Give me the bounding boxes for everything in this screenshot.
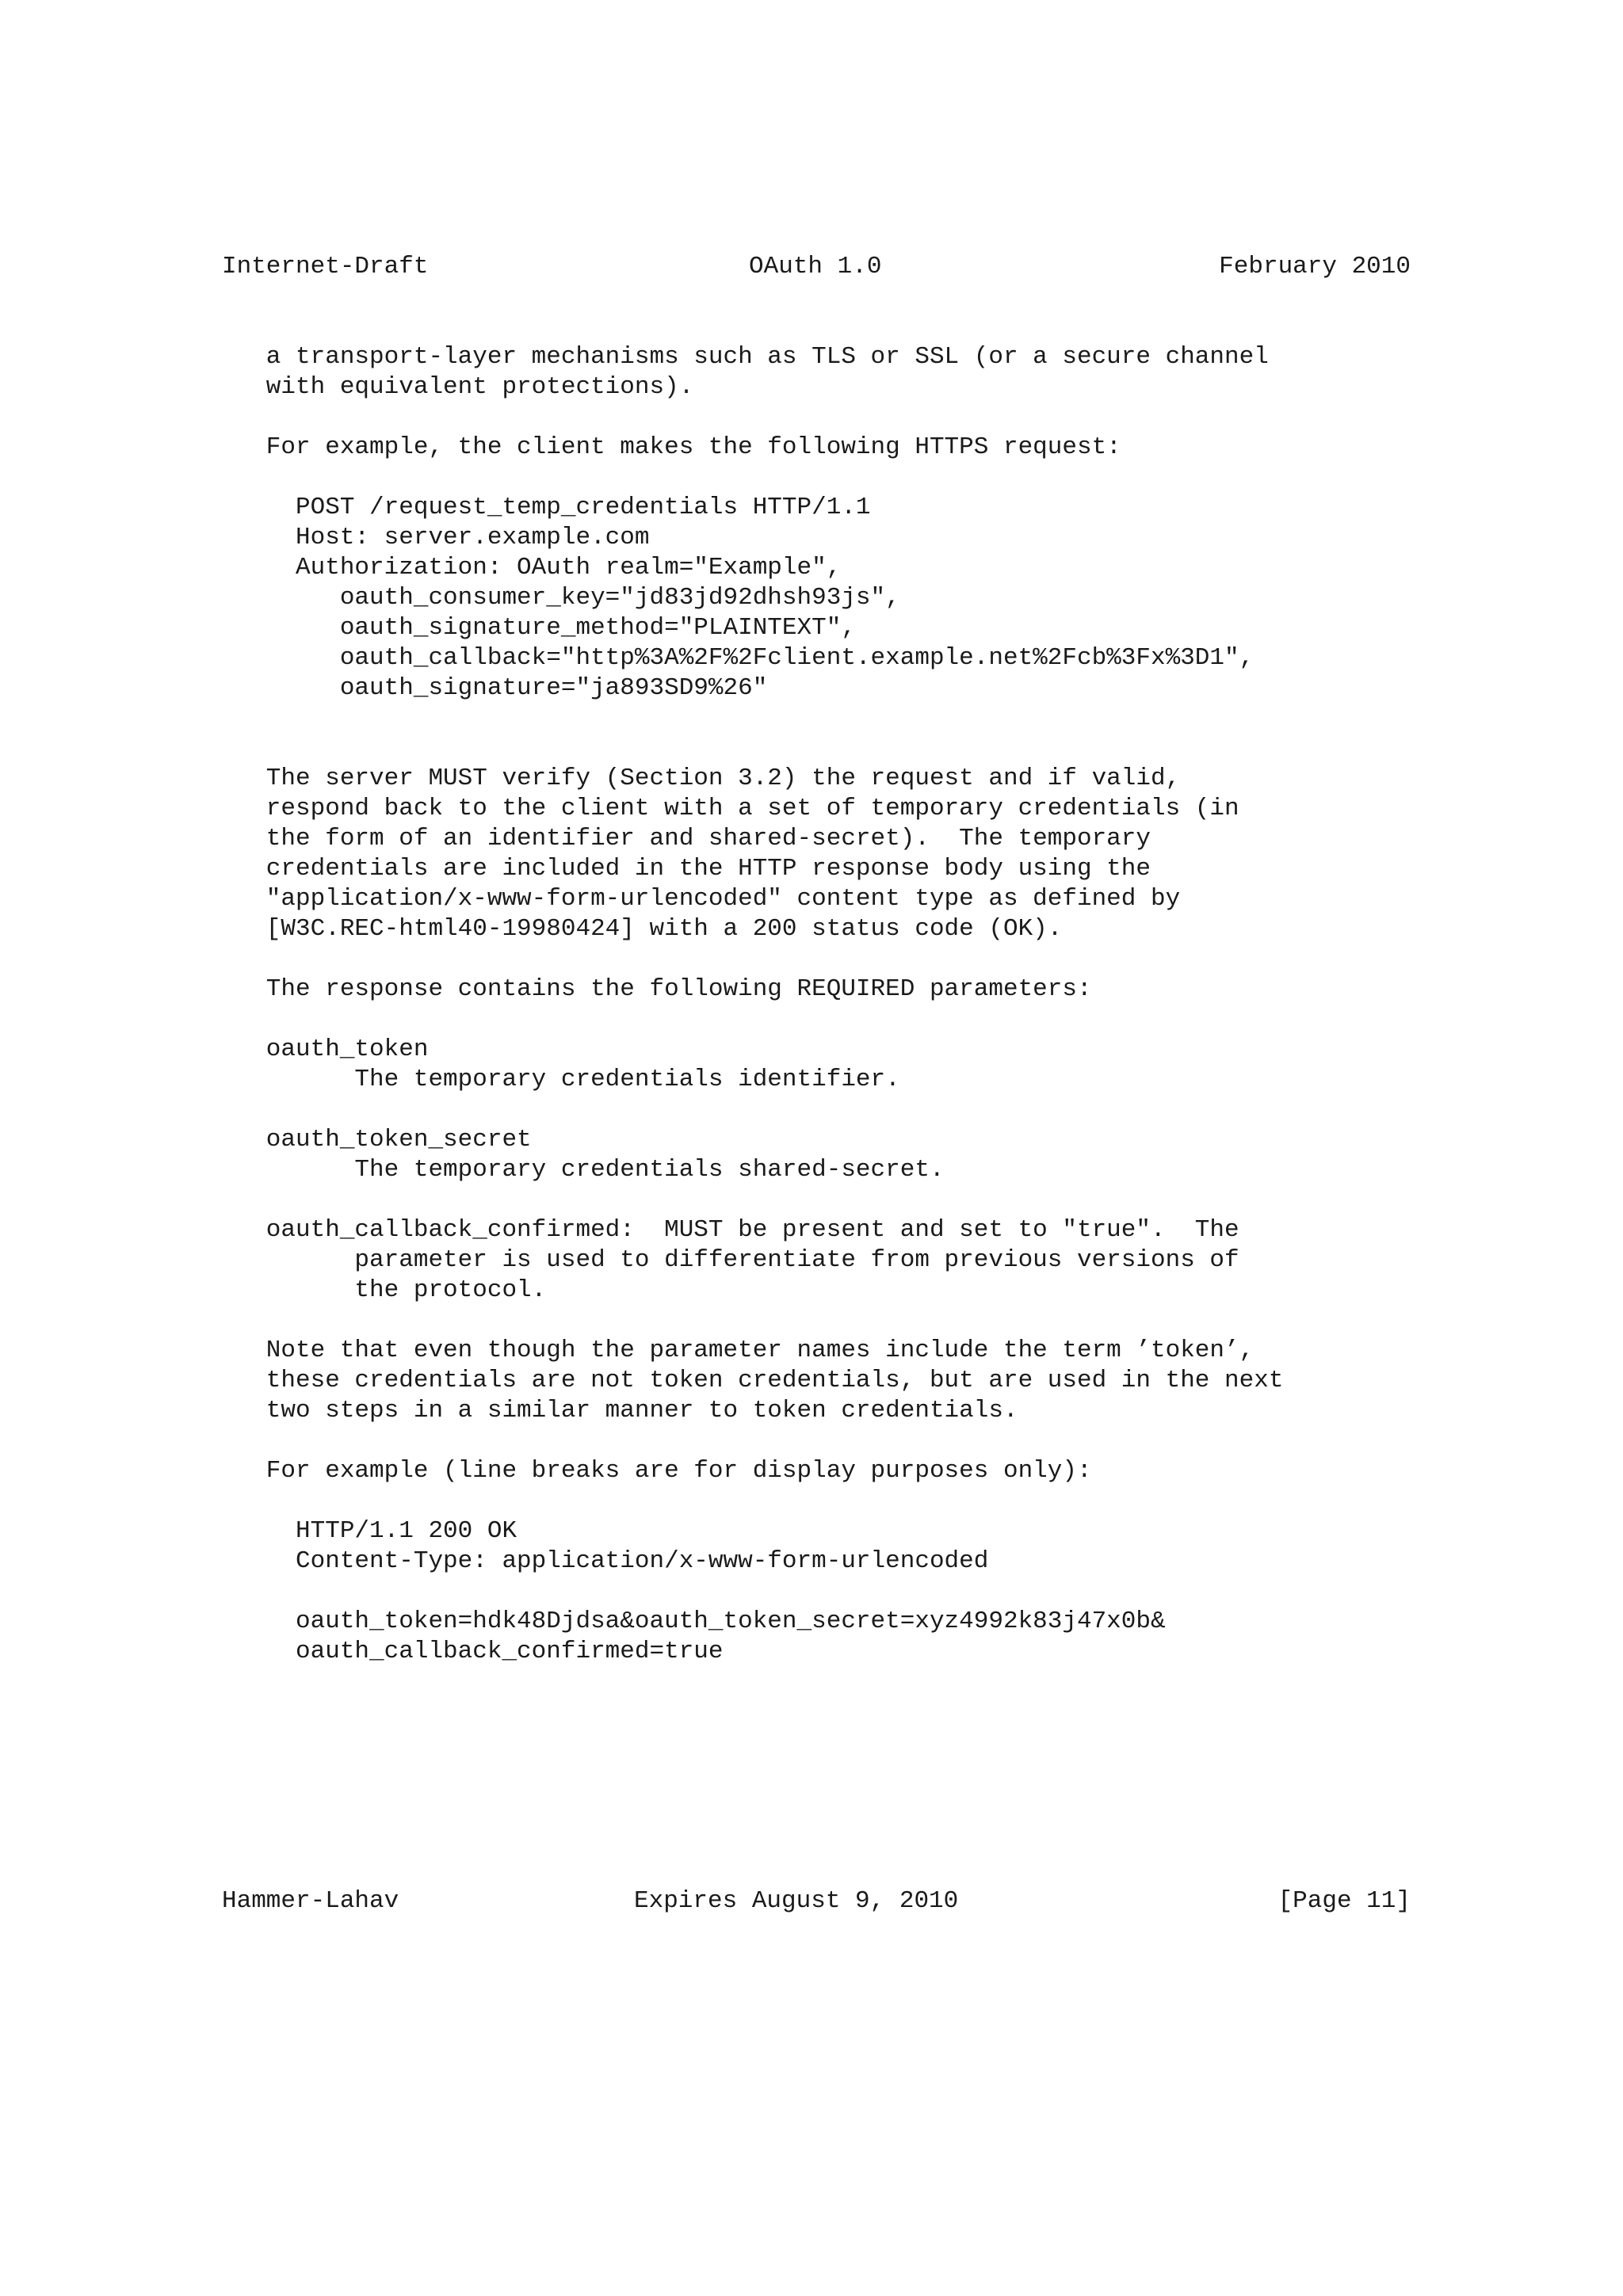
text-line: The temporary credentials identifier. — [222, 1066, 900, 1093]
text-line: these credentials are not token credentials, but are used in the next — [222, 1367, 1284, 1394]
blank-line — [222, 1577, 1411, 1607]
text-line: credentials are included in the HTTP response body using the — [222, 855, 1151, 883]
text-line: oauth_callback="http%3A%2F%2Fclient.example.net%2Fcb%3Fx%3D1", — [222, 644, 1254, 672]
text-line: Note that even though the parameter names include the term ’token’, — [222, 1337, 1254, 1364]
text-line: oauth_signature="ja893SD9%26" — [222, 674, 768, 702]
blank-line — [222, 1306, 1411, 1336]
blank-line — [222, 463, 1411, 493]
footer-left: Hammer-Lahav — [222, 1887, 399, 1915]
text-line: For example (line breaks are for display purposes only): — [222, 1457, 1092, 1485]
blank-line — [222, 1095, 1411, 1125]
blank-line — [222, 944, 1411, 974]
text-line: The server MUST verify (Section 3.2) the request and if valid, — [222, 765, 1181, 792]
text-line: two steps in a similar manner to token credentials. — [222, 1397, 1018, 1425]
document-body — [222, 342, 1411, 1667]
text-line: "application/x-www-form-urlencoded" content type as defined by — [222, 885, 1181, 913]
footer-center: Expires August 9, 2010 — [634, 1887, 959, 1915]
text-line: a transport-layer mechanisms such as TLS or SSL (or a secure channel — [222, 343, 1269, 371]
text-line: respond back to the client with a set of temporary credentials (in — [222, 795, 1239, 822]
page-footer — [222, 1886, 1411, 1917]
footer-right: [Page 11] — [1277, 1887, 1411, 1915]
text-line: oauth_callback_confirmed=true — [222, 1638, 724, 1665]
blank-line — [222, 1426, 1411, 1456]
text-line: The response contains the following REQUIRED parameters: — [222, 975, 1092, 1003]
text-line: [W3C.REC-html40-19980424] with a 200 status code (OK). — [222, 915, 1063, 943]
blank-line — [222, 1185, 1411, 1215]
text-line: with equivalent protections). — [222, 373, 694, 401]
text-line: Authorization: OAuth realm="Example", — [222, 554, 842, 582]
text-line: parameter is used to differentiate from previous versions of — [222, 1246, 1239, 1274]
header-left: Internet-Draft — [222, 253, 429, 280]
text-line: oauth_token_secret — [222, 1126, 532, 1154]
text-line: HTTP/1.1 200 OK — [222, 1517, 517, 1545]
text-line: the protocol. — [222, 1276, 547, 1304]
text-line: oauth_consumer_key="jd83jd92dhsh93js", — [222, 584, 900, 612]
text-line: For example, the client makes the following HTTPS request: — [222, 433, 1121, 461]
blank-line — [222, 734, 1411, 764]
text-line: Host: server.example.com — [222, 524, 650, 551]
page-header — [222, 252, 1411, 282]
blank-line — [222, 402, 1411, 433]
header-center: OAuth 1.0 — [749, 253, 882, 280]
text-line: oauth_token — [222, 1035, 429, 1063]
text-line: oauth_signature_method="PLAINTEXT", — [222, 614, 856, 642]
text-line: The temporary credentials shared-secret. — [222, 1156, 945, 1184]
text-line: oauth_token=hdk48Djdsa&oauth_token_secret=xyz4992k83j47x0b& — [222, 1608, 1166, 1635]
blank-line — [222, 1005, 1411, 1035]
header-right: February 2010 — [1219, 253, 1411, 280]
text-line: POST /request_temp_credentials HTTP/1.1 — [222, 494, 871, 521]
text-line: oauth_callback_confirmed: MUST be present and set to "true". The — [222, 1216, 1239, 1244]
text-line: the form of an identifier and shared-secret). The temporary — [222, 825, 1151, 852]
text-line: Content-Type: application/x-www-form-urlencoded — [222, 1547, 989, 1575]
blank-line — [222, 1486, 1411, 1516]
blank-line — [222, 704, 1411, 734]
